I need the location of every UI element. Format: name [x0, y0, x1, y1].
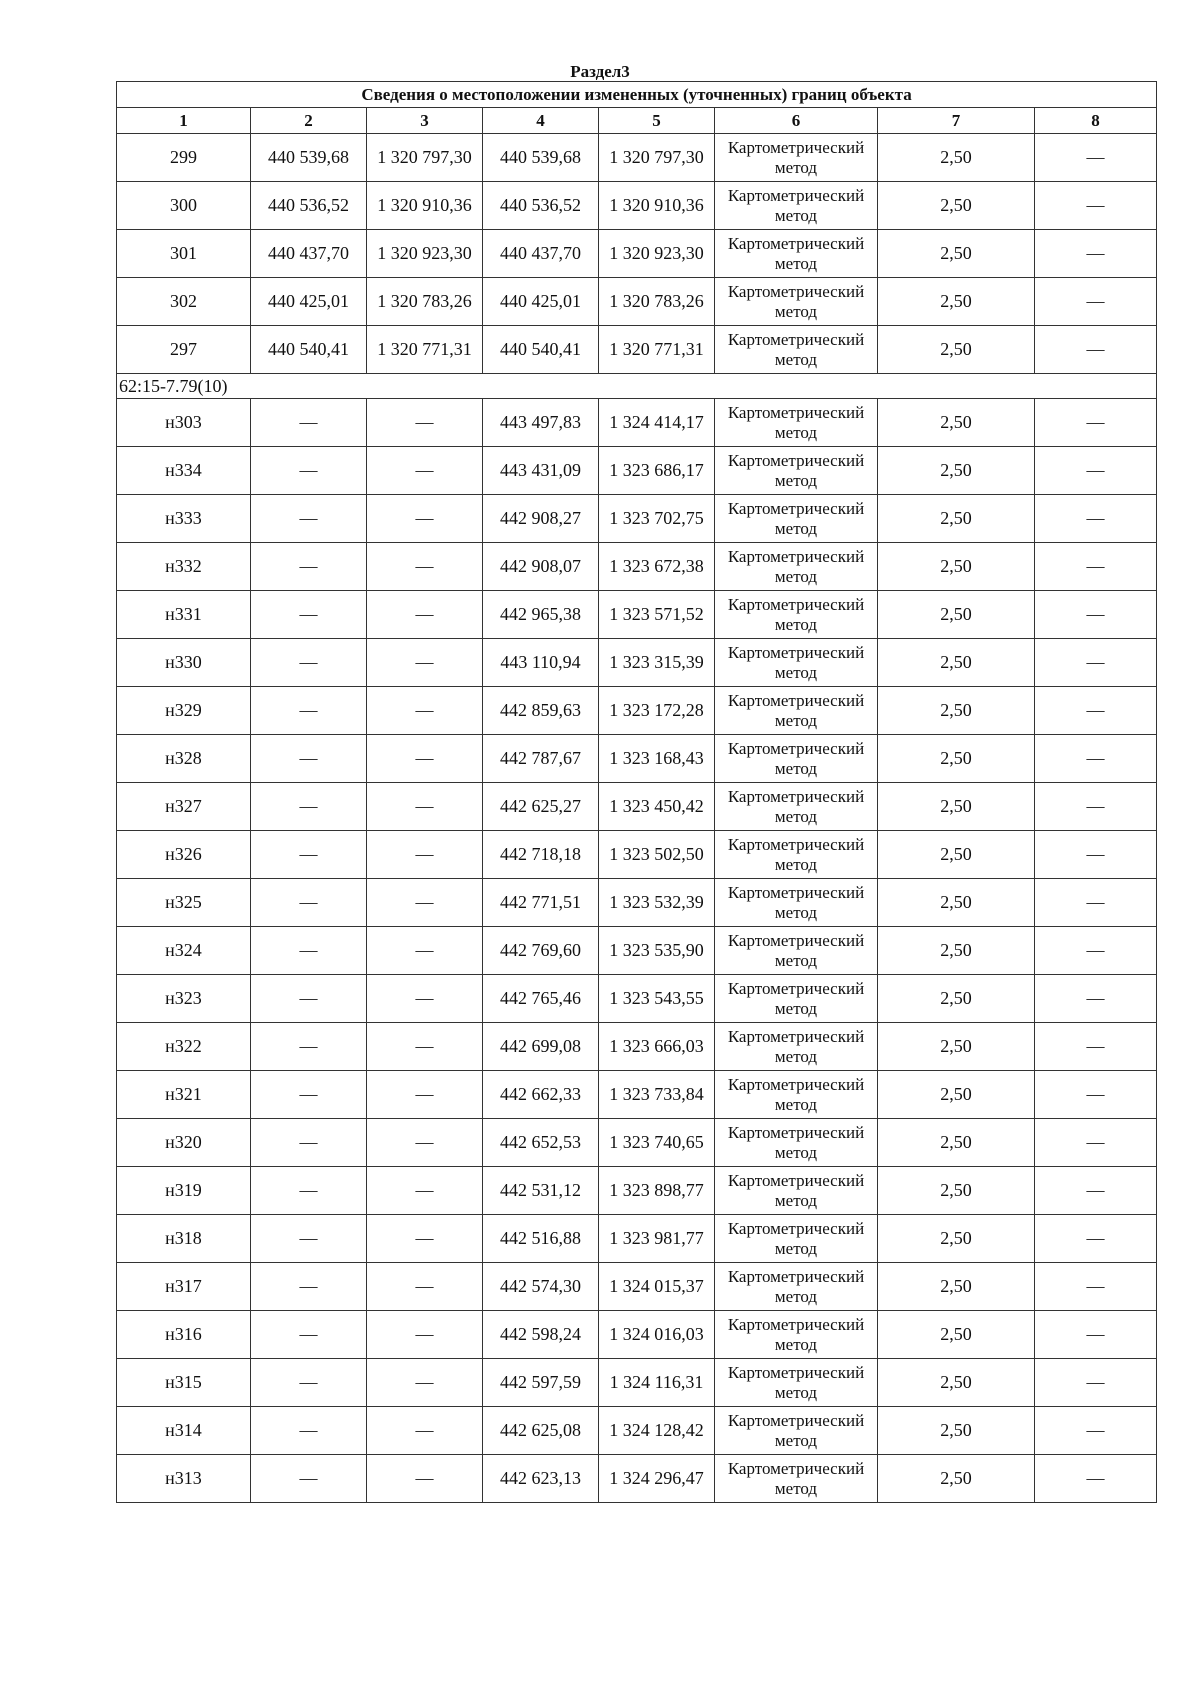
table-row: [117, 879, 1157, 927]
table-row: [117, 182, 1157, 230]
table-cell-c7: 2,50: [878, 326, 1035, 374]
table-cell-c3: 1 320 910,36: [367, 182, 483, 230]
table-cell-c3: —: [367, 1119, 483, 1167]
boundary-table: [116, 81, 1157, 1503]
table-row: [117, 735, 1157, 783]
table-cell-c5: 1 324 116,31: [599, 1359, 715, 1407]
table-cell-c2: —: [251, 399, 367, 447]
table-cell-c4: 440 536,52: [483, 182, 599, 230]
table-cell-c5: 1 323 543,55: [599, 975, 715, 1023]
table-cell-c1: н317: [117, 1263, 251, 1311]
table-cell-c4: 442 623,13: [483, 1455, 599, 1503]
table-cell-c4: 442 965,38: [483, 591, 599, 639]
table-row: [117, 326, 1157, 374]
table-cell-c5: 1 324 128,42: [599, 1407, 715, 1455]
table-cell-c8: —: [1035, 182, 1157, 230]
table-cell-c8: —: [1035, 831, 1157, 879]
table-cell-c6: Картометрический метод: [715, 495, 878, 543]
table-cell-c8: —: [1035, 230, 1157, 278]
table-cell-c1: н324: [117, 927, 251, 975]
table-cell-c7: 2,50: [878, 182, 1035, 230]
table-cell-c5: 1 323 740,65: [599, 1119, 715, 1167]
table-cell-c4: 443 497,83: [483, 399, 599, 447]
table-cell-c1: н323: [117, 975, 251, 1023]
table-cell-c2: —: [251, 735, 367, 783]
table-cell-c2: —: [251, 1359, 367, 1407]
table-cell-c8: —: [1035, 1311, 1157, 1359]
table-cell-c2: —: [251, 543, 367, 591]
table-cell-c2: 440 540,41: [251, 326, 367, 374]
table-cell-c3: —: [367, 1263, 483, 1311]
table-cell-c5: 1 323 315,39: [599, 639, 715, 687]
table-cell-c3: —: [367, 687, 483, 735]
table-row: [117, 495, 1157, 543]
table-cell-c7: 2,50: [878, 783, 1035, 831]
table-row: [117, 1071, 1157, 1119]
table-cell-c5: 1 320 783,26: [599, 278, 715, 326]
table-cell-c2: 440 539,68: [251, 134, 367, 182]
table-cell-c3: 1 320 797,30: [367, 134, 483, 182]
table-cell-c5: 1 324 015,37: [599, 1263, 715, 1311]
table-row: [117, 639, 1157, 687]
table-cell-c7: 2,50: [878, 399, 1035, 447]
table-cell-c5: 1 323 981,77: [599, 1215, 715, 1263]
table-cell-c1: н325: [117, 879, 251, 927]
group-label: 62:15-7.79(10): [117, 374, 1157, 399]
table-cell-c4: 442 769,60: [483, 927, 599, 975]
table-cell-c1: н320: [117, 1119, 251, 1167]
table-row: [117, 1215, 1157, 1263]
table-row: [117, 1167, 1157, 1215]
table-cell-c4: 442 662,33: [483, 1071, 599, 1119]
table-cell-c6: Картометрический метод: [715, 1167, 878, 1215]
table-cell-c8: —: [1035, 879, 1157, 927]
table-cell-c1: 302: [117, 278, 251, 326]
table-cell-c6: Картометрический метод: [715, 975, 878, 1023]
table-cell-c5: 1 324 296,47: [599, 1455, 715, 1503]
table-cell-c4: 440 540,41: [483, 326, 599, 374]
table-cell-c4: 442 771,51: [483, 879, 599, 927]
table-cell-c4: 442 516,88: [483, 1215, 599, 1263]
column-number: 5: [599, 108, 715, 134]
column-number: 3: [367, 108, 483, 134]
table-cell-c8: —: [1035, 1119, 1157, 1167]
table-row: [117, 134, 1157, 182]
table-cell-c2: —: [251, 1407, 367, 1455]
table-cell-c7: 2,50: [878, 495, 1035, 543]
table-cell-c6: Картометрический метод: [715, 326, 878, 374]
table-cell-c3: —: [367, 735, 483, 783]
table-cell-c6: Картометрический метод: [715, 591, 878, 639]
table-cell-c6: Картометрический метод: [715, 1455, 878, 1503]
table-cell-c2: —: [251, 927, 367, 975]
column-number: 7: [878, 108, 1035, 134]
table-cell-c4: 442 699,08: [483, 1023, 599, 1071]
table-cell-c7: 2,50: [878, 879, 1035, 927]
table-cell-c4: 442 625,27: [483, 783, 599, 831]
table-cell-c7: 2,50: [878, 975, 1035, 1023]
table-cell-c5: 1 324 016,03: [599, 1311, 715, 1359]
table-row: [117, 1359, 1157, 1407]
table-cell-c8: —: [1035, 1407, 1157, 1455]
table-cell-c1: н333: [117, 495, 251, 543]
table-cell-c5: 1 323 502,50: [599, 831, 715, 879]
table-cell-c7: 2,50: [878, 1071, 1035, 1119]
table-cell-c2: —: [251, 1455, 367, 1503]
table-cell-c6: Картометрический метод: [715, 1407, 878, 1455]
table-cell-c2: 440 536,52: [251, 182, 367, 230]
table-cell-c3: 1 320 771,31: [367, 326, 483, 374]
table-cell-c2: —: [251, 783, 367, 831]
column-number: 1: [117, 108, 251, 134]
table-cell-c6: Картометрический метод: [715, 735, 878, 783]
table-row: [117, 447, 1157, 495]
table-cell-c4: 442 531,12: [483, 1167, 599, 1215]
table-cell-c6: Картометрический метод: [715, 831, 878, 879]
table-cell-c2: —: [251, 1167, 367, 1215]
table-cell-c6: Картометрический метод: [715, 399, 878, 447]
column-number: 2: [251, 108, 367, 134]
table-cell-c4: 442 625,08: [483, 1407, 599, 1455]
table-row: [117, 1119, 1157, 1167]
table-cell-c6: Картометрический метод: [715, 134, 878, 182]
table-cell-c7: 2,50: [878, 447, 1035, 495]
table-cell-c8: —: [1035, 1071, 1157, 1119]
table-cell-c8: —: [1035, 543, 1157, 591]
table-cell-c3: —: [367, 879, 483, 927]
table-cell-c8: —: [1035, 1023, 1157, 1071]
table-cell-c7: 2,50: [878, 1359, 1035, 1407]
table-cell-c5: 1 320 771,31: [599, 326, 715, 374]
section-title: Раздел3: [570, 62, 630, 81]
table-cell-c6: Картометрический метод: [715, 278, 878, 326]
table-cell-c2: —: [251, 639, 367, 687]
table-cell-c4: 440 425,01: [483, 278, 599, 326]
table-cell-c8: —: [1035, 1359, 1157, 1407]
table-row: [117, 831, 1157, 879]
table-cell-c1: н327: [117, 783, 251, 831]
table-cell-c1: н330: [117, 639, 251, 687]
table-row: [117, 975, 1157, 1023]
table-cell-c3: —: [367, 591, 483, 639]
table-cell-c2: —: [251, 831, 367, 879]
table-cell-c3: —: [367, 1311, 483, 1359]
group-row: [117, 374, 1157, 399]
table-cell-c3: 1 320 923,30: [367, 230, 483, 278]
table-row: [117, 1311, 1157, 1359]
table-cell-c8: —: [1035, 975, 1157, 1023]
table-cell-c6: Картометрический метод: [715, 447, 878, 495]
table-cell-c4: 442 908,27: [483, 495, 599, 543]
table-cell-c5: 1 320 923,30: [599, 230, 715, 278]
table-cell-c1: 299: [117, 134, 251, 182]
table-cell-c7: 2,50: [878, 1455, 1035, 1503]
table-cell-c8: —: [1035, 278, 1157, 326]
table-cell-c8: —: [1035, 735, 1157, 783]
table-cell-c3: —: [367, 783, 483, 831]
table-row: [117, 1263, 1157, 1311]
table-cell-c1: н332: [117, 543, 251, 591]
table-cell-c2: —: [251, 1263, 367, 1311]
table-cell-c1: н318: [117, 1215, 251, 1263]
table-row: [117, 543, 1157, 591]
table-cell-c3: —: [367, 1455, 483, 1503]
table-cell-c8: —: [1035, 1215, 1157, 1263]
table-cell-c1: н334: [117, 447, 251, 495]
table-cell-c6: Картометрический метод: [715, 1359, 878, 1407]
table-row: [117, 230, 1157, 278]
table-row: [117, 1455, 1157, 1503]
table-cell-c1: н315: [117, 1359, 251, 1407]
table-caption: Сведения о местоположении измененных (уточненных) границ объекта: [117, 82, 1157, 108]
table-cell-c5: 1 323 168,43: [599, 735, 715, 783]
table-cell-c3: —: [367, 975, 483, 1023]
table-cell-c7: 2,50: [878, 927, 1035, 975]
table-cell-c5: 1 323 571,52: [599, 591, 715, 639]
table-cell-c4: 443 110,94: [483, 639, 599, 687]
table-cell-c1: н303: [117, 399, 251, 447]
table-cell-c1: н321: [117, 1071, 251, 1119]
table-cell-c8: —: [1035, 447, 1157, 495]
table-cell-c6: Картометрический метод: [715, 1215, 878, 1263]
table-cell-c8: —: [1035, 1455, 1157, 1503]
table-cell-c5: 1 323 666,03: [599, 1023, 715, 1071]
table-cell-c8: —: [1035, 927, 1157, 975]
table-cell-c6: Картометрический метод: [715, 1119, 878, 1167]
table-cell-c7: 2,50: [878, 1407, 1035, 1455]
table-cell-c1: н313: [117, 1455, 251, 1503]
table-cell-c8: —: [1035, 495, 1157, 543]
table-cell-c4: 442 718,18: [483, 831, 599, 879]
table-cell-c8: —: [1035, 591, 1157, 639]
table-cell-c6: Картометрический метод: [715, 639, 878, 687]
table-cell-c2: —: [251, 1023, 367, 1071]
table-cell-c7: 2,50: [878, 735, 1035, 783]
table-cell-c8: —: [1035, 1263, 1157, 1311]
table-cell-c5: 1 323 733,84: [599, 1071, 715, 1119]
table-row: [117, 399, 1157, 447]
caption-row: [117, 82, 1157, 108]
table-row: [117, 278, 1157, 326]
table-cell-c3: —: [367, 1359, 483, 1407]
table-cell-c3: —: [367, 1407, 483, 1455]
table-cell-c7: 2,50: [878, 230, 1035, 278]
table-cell-c6: Картометрический метод: [715, 1263, 878, 1311]
table-cell-c5: 1 323 450,42: [599, 783, 715, 831]
table-cell-c1: 301: [117, 230, 251, 278]
table-cell-c7: 2,50: [878, 1311, 1035, 1359]
table-cell-c4: 442 859,63: [483, 687, 599, 735]
table-cell-c6: Картометрический метод: [715, 1071, 878, 1119]
table-cell-c4: 440 539,68: [483, 134, 599, 182]
table-cell-c7: 2,50: [878, 831, 1035, 879]
table-cell-c6: Картометрический метод: [715, 687, 878, 735]
table-cell-c6: Картометрический метод: [715, 230, 878, 278]
table-cell-c4: 443 431,09: [483, 447, 599, 495]
table-cell-c7: 2,50: [878, 1167, 1035, 1215]
table-cell-c4: 442 574,30: [483, 1263, 599, 1311]
table-cell-c6: Картометрический метод: [715, 1023, 878, 1071]
table-cell-c3: —: [367, 399, 483, 447]
table-cell-c5: 1 323 172,28: [599, 687, 715, 735]
table-cell-c3: —: [367, 831, 483, 879]
column-number: 8: [1035, 108, 1157, 134]
table-cell-c2: 440 437,70: [251, 230, 367, 278]
table-cell-c4: 442 787,67: [483, 735, 599, 783]
table-cell-c3: —: [367, 495, 483, 543]
table-cell-c6: Картометрический метод: [715, 182, 878, 230]
table-cell-c8: —: [1035, 1167, 1157, 1215]
table-cell-c6: Картометрический метод: [715, 1311, 878, 1359]
table-cell-c2: —: [251, 447, 367, 495]
table-cell-c8: —: [1035, 639, 1157, 687]
table-row: [117, 1407, 1157, 1455]
table-cell-c5: 1 323 898,77: [599, 1167, 715, 1215]
table-cell-c1: н326: [117, 831, 251, 879]
table-cell-c1: н328: [117, 735, 251, 783]
table-cell-c2: —: [251, 1119, 367, 1167]
table-cell-c5: 1 324 414,17: [599, 399, 715, 447]
table-cell-c8: —: [1035, 399, 1157, 447]
table-cell-c4: 442 652,53: [483, 1119, 599, 1167]
table-cell-c7: 2,50: [878, 1023, 1035, 1071]
table-cell-c1: н329: [117, 687, 251, 735]
table-cell-c3: —: [367, 927, 483, 975]
table-cell-c1: н331: [117, 591, 251, 639]
table-cell-c3: —: [367, 447, 483, 495]
table-cell-c7: 2,50: [878, 639, 1035, 687]
table-cell-c5: 1 323 535,90: [599, 927, 715, 975]
table-row: [117, 1023, 1157, 1071]
table-cell-c4: 442 908,07: [483, 543, 599, 591]
table-cell-c7: 2,50: [878, 1119, 1035, 1167]
table-cell-c1: н319: [117, 1167, 251, 1215]
table-cell-c3: —: [367, 639, 483, 687]
table-cell-c8: —: [1035, 134, 1157, 182]
table-cell-c5: 1 320 797,30: [599, 134, 715, 182]
table-cell-c5: 1 323 532,39: [599, 879, 715, 927]
table-cell-c6: Картометрический метод: [715, 927, 878, 975]
table-cell-c4: 442 765,46: [483, 975, 599, 1023]
table-cell-c7: 2,50: [878, 278, 1035, 326]
column-number: 4: [483, 108, 599, 134]
table-cell-c3: —: [367, 1023, 483, 1071]
table-cell-c1: н322: [117, 1023, 251, 1071]
table-cell-c7: 2,50: [878, 591, 1035, 639]
table-cell-c8: —: [1035, 326, 1157, 374]
table-cell-c8: —: [1035, 783, 1157, 831]
table-cell-c2: —: [251, 1215, 367, 1263]
table-cell-c5: 1 323 672,38: [599, 543, 715, 591]
table-cell-c2: —: [251, 879, 367, 927]
table-cell-c1: н314: [117, 1407, 251, 1455]
table-cell-c7: 2,50: [878, 1263, 1035, 1311]
table-cell-c3: 1 320 783,26: [367, 278, 483, 326]
table-cell-c3: —: [367, 1071, 483, 1119]
table-cell-c2: 440 425,01: [251, 278, 367, 326]
table-row: [117, 591, 1157, 639]
table-cell-c2: —: [251, 975, 367, 1023]
column-number: 6: [715, 108, 878, 134]
table-cell-c5: 1 323 686,17: [599, 447, 715, 495]
table-cell-c7: 2,50: [878, 543, 1035, 591]
table-cell-c7: 2,50: [878, 687, 1035, 735]
table-cell-c8: —: [1035, 687, 1157, 735]
table-cell-c4: 440 437,70: [483, 230, 599, 278]
table-cell-c7: 2,50: [878, 134, 1035, 182]
table-cell-c6: Картометрический метод: [715, 543, 878, 591]
table-cell-c1: н316: [117, 1311, 251, 1359]
table-cell-c4: 442 597,59: [483, 1359, 599, 1407]
table-cell-c2: —: [251, 687, 367, 735]
table-cell-c2: —: [251, 1071, 367, 1119]
column-number-row: [117, 108, 1157, 134]
table-cell-c2: —: [251, 495, 367, 543]
table-cell-c3: —: [367, 1167, 483, 1215]
table-row: [117, 783, 1157, 831]
table-cell-c2: —: [251, 591, 367, 639]
table-cell-c3: —: [367, 543, 483, 591]
table-cell-c6: Картометрический метод: [715, 783, 878, 831]
table-cell-c1: 300: [117, 182, 251, 230]
table-cell-c3: —: [367, 1215, 483, 1263]
table-cell-c2: —: [251, 1311, 367, 1359]
table-cell-c7: 2,50: [878, 1215, 1035, 1263]
table-cell-c1: 297: [117, 326, 251, 374]
table-cell-c5: 1 320 910,36: [599, 182, 715, 230]
table-row: [117, 927, 1157, 975]
table-cell-c4: 442 598,24: [483, 1311, 599, 1359]
table-row: [117, 687, 1157, 735]
table-cell-c5: 1 323 702,75: [599, 495, 715, 543]
table-cell-c6: Картометрический метод: [715, 879, 878, 927]
